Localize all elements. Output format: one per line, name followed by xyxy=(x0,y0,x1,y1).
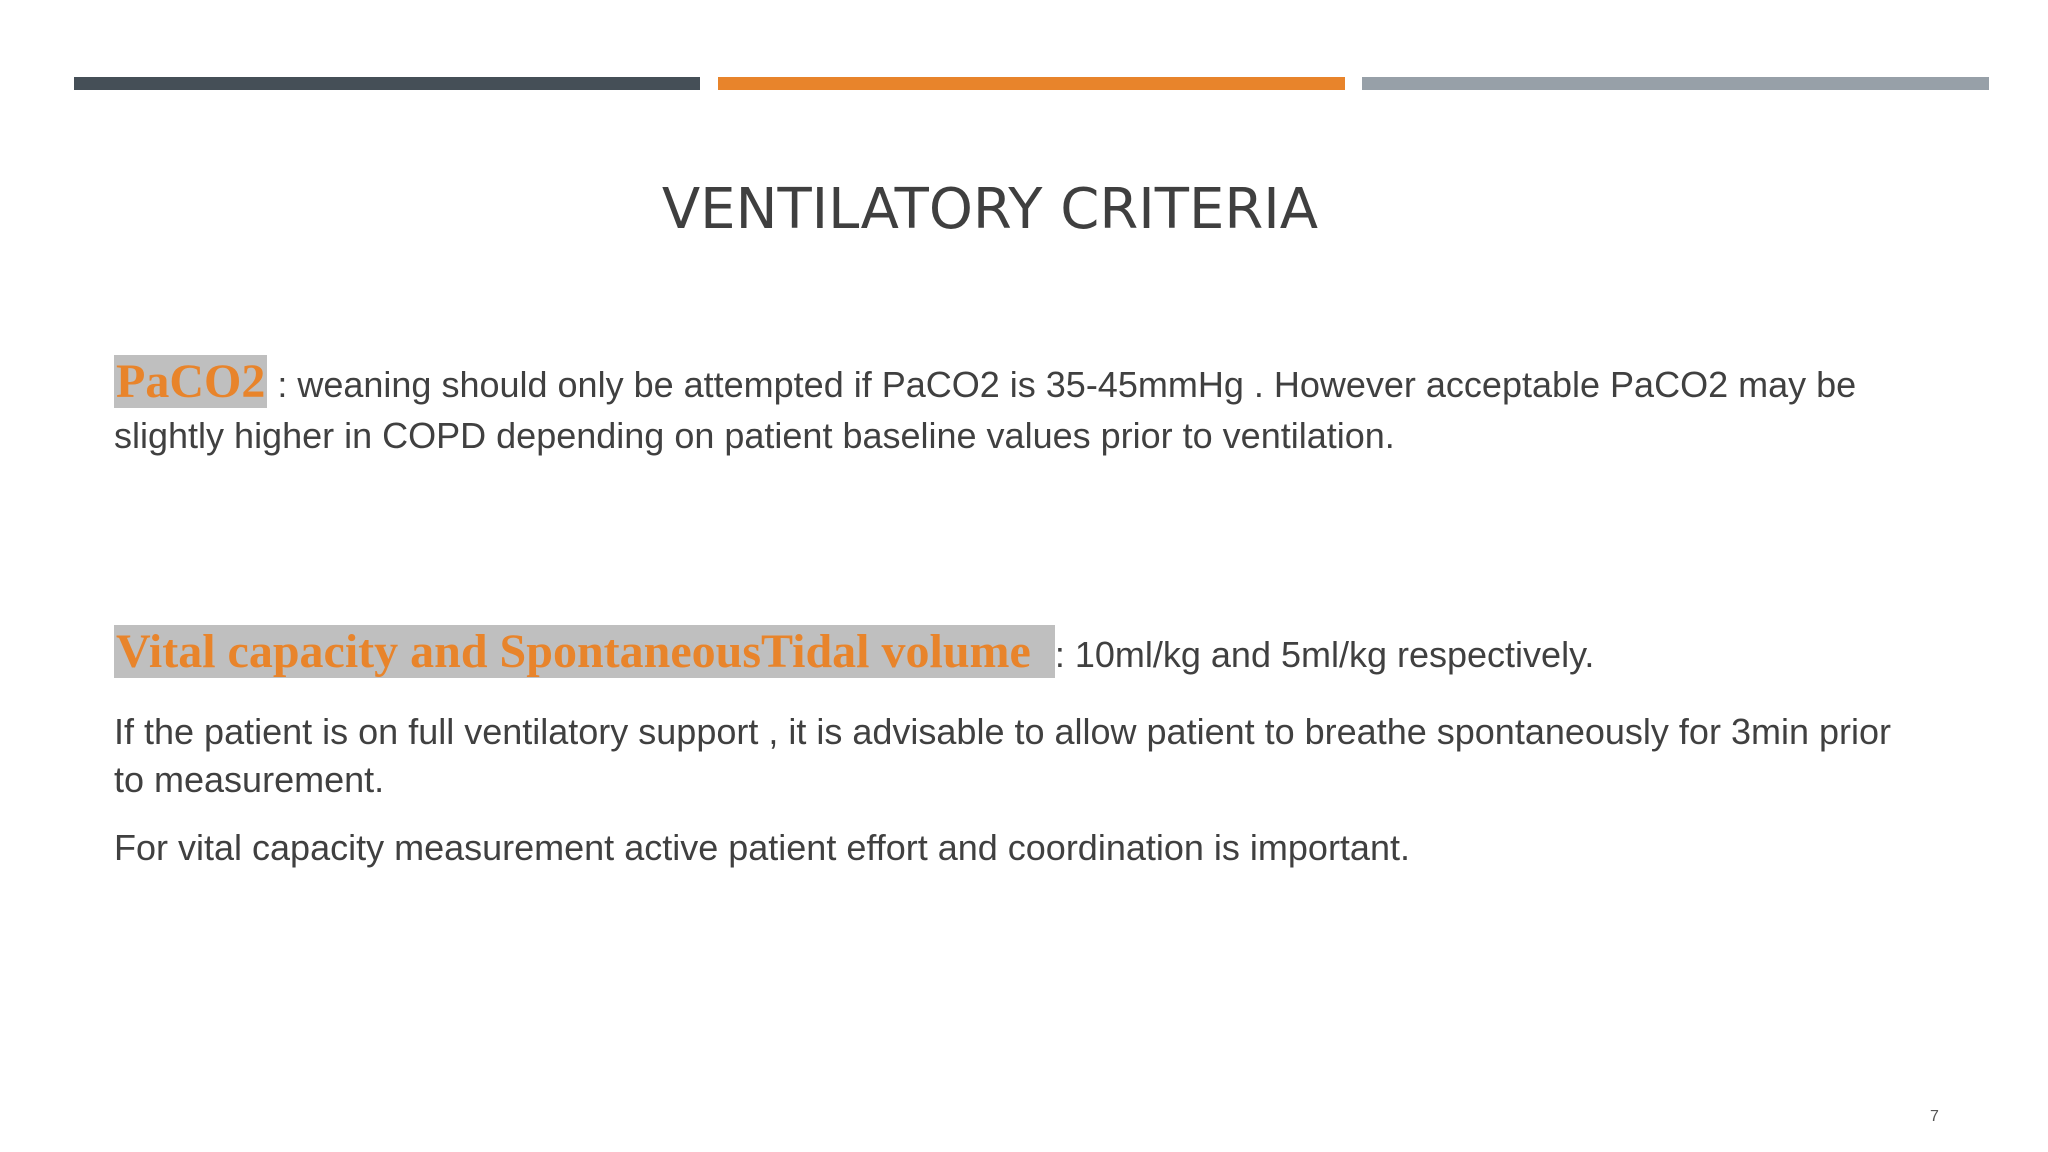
vital-capacity-text: : 10ml/kg and 5ml/kg respectively. xyxy=(1054,634,1595,675)
accent-bar-orange xyxy=(718,77,1345,90)
page-number: 7 xyxy=(1930,1108,1939,1125)
note-patient-effort: For vital capacity measurement active patient effort and coordination is important. xyxy=(114,827,1410,868)
paco2-text: : weaning should only be attempted if PaCO2 is 35-45mmHg . However acceptable PaCO2 may be slightly higher in COPD depending on patient baseline values prior to ventilation. xyxy=(114,364,1857,456)
vital-capacity-term: Vital capacity and SpontaneousTidal volume xyxy=(114,625,1055,678)
slide-title: VENTILATORY CRITERIA xyxy=(661,177,1319,242)
paco2-term: PaCO2 xyxy=(116,355,266,408)
accent-bar-dark xyxy=(74,77,700,90)
paco2-paragraph xyxy=(114,356,1894,461)
vital-capacity-paragraph xyxy=(114,626,1894,680)
note-spontaneous-breathing: If the patient is on full ventilatory support , it is advisable to allow patient to breathe spontaneously for 3min prior to measurement. xyxy=(114,711,1891,800)
accent-bar-gray xyxy=(1362,77,1989,90)
